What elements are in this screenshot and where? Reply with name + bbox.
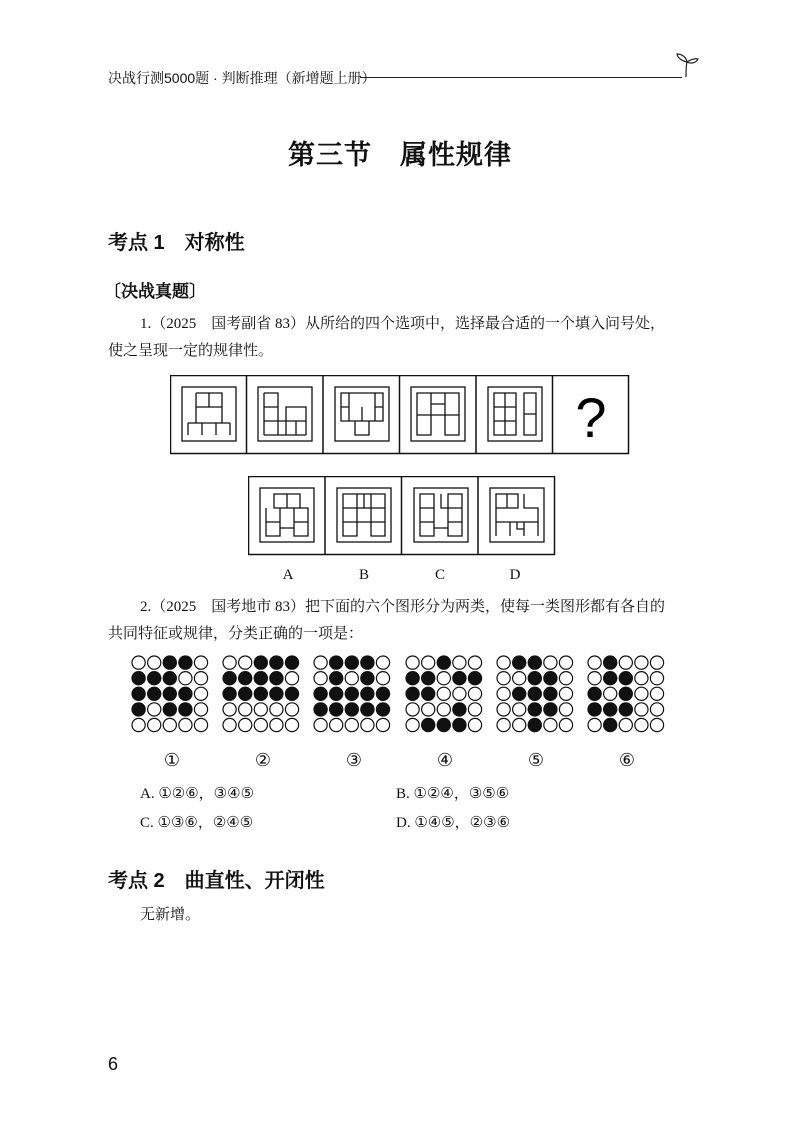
white-circle [179, 718, 192, 731]
white-circle [559, 703, 572, 716]
section-title: 第三节 属性规律 [288, 140, 512, 170]
white-circle [270, 718, 283, 731]
q2-figure-5 [496, 655, 576, 735]
black-circle [314, 703, 327, 716]
black-circle [223, 687, 236, 700]
black-circle [286, 687, 299, 700]
black-circle [421, 718, 434, 731]
white-circle [635, 687, 648, 700]
black-circle [132, 703, 145, 716]
black-circle [361, 672, 374, 685]
q1-option-a-figure[interactable] [260, 488, 314, 542]
white-circle [437, 672, 450, 685]
black-circle [179, 656, 192, 669]
white-circle [559, 656, 572, 669]
white-circle [650, 703, 663, 716]
q2-figure-6 [587, 655, 667, 735]
white-circle [512, 672, 525, 685]
black-circle [406, 687, 419, 700]
q1-figure-5 [488, 387, 542, 441]
black-circle [361, 687, 374, 700]
black-circle [148, 687, 161, 700]
white-circle [468, 703, 481, 716]
white-circle [346, 718, 359, 731]
black-circle [314, 687, 327, 700]
black-circle [270, 672, 283, 685]
white-circle [361, 718, 374, 731]
white-circle [544, 656, 557, 669]
white-circle [588, 656, 601, 669]
black-circle [421, 687, 434, 700]
q2-figure-3 [313, 655, 393, 735]
black-circle [346, 687, 359, 700]
q2-figure-1 [131, 655, 211, 735]
black-circle [286, 656, 299, 669]
black-circle [254, 656, 267, 669]
white-circle [194, 672, 207, 685]
white-circle [223, 703, 236, 716]
black-circle [346, 656, 359, 669]
black-circle [452, 672, 465, 685]
white-circle [452, 656, 465, 669]
black-circle [179, 687, 192, 700]
white-circle [406, 703, 419, 716]
black-circle [604, 672, 617, 685]
black-circle [528, 687, 541, 700]
kaodian-2-title: 考点 2 曲直性、开闭性 [108, 870, 325, 892]
kaodian-2-body: 无新增。 [140, 907, 201, 923]
black-circle [132, 672, 145, 685]
white-circle [604, 687, 617, 700]
white-circle [148, 718, 161, 731]
q2-label-3: ③ [345, 750, 363, 770]
black-circle [544, 703, 557, 716]
black-circle [377, 703, 390, 716]
black-circle [330, 672, 343, 685]
black-circle [544, 687, 557, 700]
white-circle [650, 656, 663, 669]
white-circle [286, 718, 299, 731]
white-circle [512, 703, 525, 716]
black-circle [468, 672, 481, 685]
black-circle [270, 656, 283, 669]
q2-label-4: ④ [436, 750, 454, 770]
header-rule [360, 77, 682, 78]
q2-label-5: ⑤ [527, 750, 545, 770]
white-circle [619, 718, 632, 731]
q2-answer-a[interactable]: A. ①②⑥，③④⑤ [140, 786, 255, 802]
q1-option-b-figure[interactable] [337, 488, 391, 542]
black-circle [330, 656, 343, 669]
white-circle [346, 672, 359, 685]
black-circle [421, 672, 434, 685]
q2-line2: 共同特征或规律，分类正确的一项是： [108, 626, 364, 642]
black-circle [179, 703, 192, 716]
black-circle [588, 703, 601, 716]
white-circle [619, 656, 632, 669]
black-circle [361, 656, 374, 669]
page-number: 6 [108, 1054, 119, 1074]
black-circle [254, 687, 267, 700]
black-circle [512, 687, 525, 700]
q1-option-b-label[interactable]: B [358, 567, 369, 583]
black-circle [528, 718, 541, 731]
black-circle [148, 672, 161, 685]
q2-figure-2 [222, 655, 302, 735]
q2-label-6: ⑥ [618, 750, 636, 770]
white-circle [286, 672, 299, 685]
white-circle [194, 718, 207, 731]
white-circle [468, 718, 481, 731]
white-circle [406, 718, 419, 731]
white-circle [635, 718, 648, 731]
black-circle [528, 703, 541, 716]
q1-option-d-figure[interactable] [490, 488, 544, 542]
kaodian-1-title: 考点 1 对称性 [108, 232, 245, 254]
black-circle [330, 703, 343, 716]
white-circle [239, 656, 252, 669]
white-circle [314, 718, 327, 731]
black-circle [406, 672, 419, 685]
white-circle [497, 672, 510, 685]
white-circle [254, 718, 267, 731]
white-circle [421, 703, 434, 716]
black-circle [528, 656, 541, 669]
black-circle [452, 703, 465, 716]
black-circle [604, 703, 617, 716]
running-header: 决战行测5000题 · 判断推理（新增题上册） [108, 70, 376, 86]
black-circle [163, 703, 176, 716]
white-circle [421, 656, 434, 669]
white-circle [270, 703, 283, 716]
black-circle [239, 672, 252, 685]
white-circle [635, 656, 648, 669]
white-circle [377, 672, 390, 685]
q2-answer-c[interactable]: C. ①③⑥，②④⑤ [140, 815, 254, 831]
q1-option-d-label[interactable]: D [509, 567, 521, 583]
white-circle [559, 672, 572, 685]
black-circle [330, 687, 343, 700]
sprout-icon [674, 50, 700, 78]
black-circle [619, 687, 632, 700]
white-circle [132, 656, 145, 669]
black-circle [239, 687, 252, 700]
black-circle [544, 672, 557, 685]
white-circle [635, 672, 648, 685]
q1-question-row [170, 375, 630, 455]
black-circle [270, 687, 283, 700]
white-circle [179, 672, 192, 685]
white-circle [588, 672, 601, 685]
white-circle [254, 703, 267, 716]
white-circle [223, 656, 236, 669]
white-circle [452, 687, 465, 700]
white-circle [588, 718, 601, 731]
q1-figure-1 [182, 387, 236, 441]
white-circle [194, 656, 207, 669]
black-circle [132, 687, 145, 700]
white-circle [650, 672, 663, 685]
black-circle [452, 718, 465, 731]
black-circle [163, 687, 176, 700]
black-circle [604, 656, 617, 669]
black-circle [619, 703, 632, 716]
black-circle [437, 656, 450, 669]
q2-figure-4 [405, 655, 485, 735]
white-circle [314, 672, 327, 685]
white-circle [239, 703, 252, 716]
white-circle [377, 656, 390, 669]
white-circle [330, 718, 343, 731]
black-circle [437, 718, 450, 731]
q1-figure-2 [258, 387, 312, 441]
white-circle [239, 718, 252, 731]
q1-option-c-figure[interactable] [414, 488, 468, 542]
q1-figure-3 [335, 387, 389, 441]
white-circle [497, 703, 510, 716]
q1-option-a-label[interactable]: A [282, 567, 294, 583]
white-circle [377, 718, 390, 731]
q2-label-1: ① [163, 750, 181, 770]
q1-option-c-label[interactable]: C [434, 567, 445, 583]
q2-answer-d[interactable]: D. ①④⑤，②③⑥ [396, 815, 511, 831]
black-circle [254, 672, 267, 685]
white-circle [286, 703, 299, 716]
white-circle [223, 718, 236, 731]
black-circle [223, 672, 236, 685]
white-circle [544, 718, 557, 731]
white-circle [194, 703, 207, 716]
white-circle [559, 687, 572, 700]
white-circle [314, 656, 327, 669]
white-circle [148, 703, 161, 716]
white-circle [163, 718, 176, 731]
white-circle [512, 718, 525, 731]
black-circle [619, 672, 632, 685]
black-circle [588, 687, 601, 700]
white-circle [437, 703, 450, 716]
q2-label-2: ② [254, 750, 272, 770]
black-circle [512, 656, 525, 669]
white-circle [635, 703, 648, 716]
q1-options-row [248, 476, 556, 556]
white-circle [468, 656, 481, 669]
white-circle [650, 687, 663, 700]
black-circle [163, 656, 176, 669]
white-circle [406, 656, 419, 669]
white-circle [497, 687, 510, 700]
q1-line2: 使之呈现一定的规律性。 [108, 343, 274, 359]
black-circle [163, 672, 176, 685]
white-circle [468, 687, 481, 700]
q1-figure-4 [411, 387, 465, 441]
black-circle [346, 703, 359, 716]
white-circle [497, 656, 510, 669]
black-circle [528, 672, 541, 685]
white-circle [497, 718, 510, 731]
white-circle [559, 718, 572, 731]
white-circle [650, 718, 663, 731]
q2-answer-b[interactable]: B. ①②④，③⑤⑥ [396, 786, 510, 802]
q2-line1: 2.（2025 国考地市 83）把下面的六个图形分为两类，使每一类图形都有各自的 [140, 599, 666, 615]
black-circle [361, 703, 374, 716]
white-circle [194, 687, 207, 700]
q1-line1: 1.（2025 国考副省 83）从所给的四个选项中，选择最合适的一个填入问号处， [140, 316, 666, 332]
black-circle [604, 718, 617, 731]
white-circle [132, 718, 145, 731]
white-circle [148, 656, 161, 669]
white-circle [437, 687, 450, 700]
black-circle [377, 687, 390, 700]
zhenti-subhead: 〔决战真题〕 [104, 282, 206, 301]
q1-question-mark: ? [575, 386, 607, 449]
